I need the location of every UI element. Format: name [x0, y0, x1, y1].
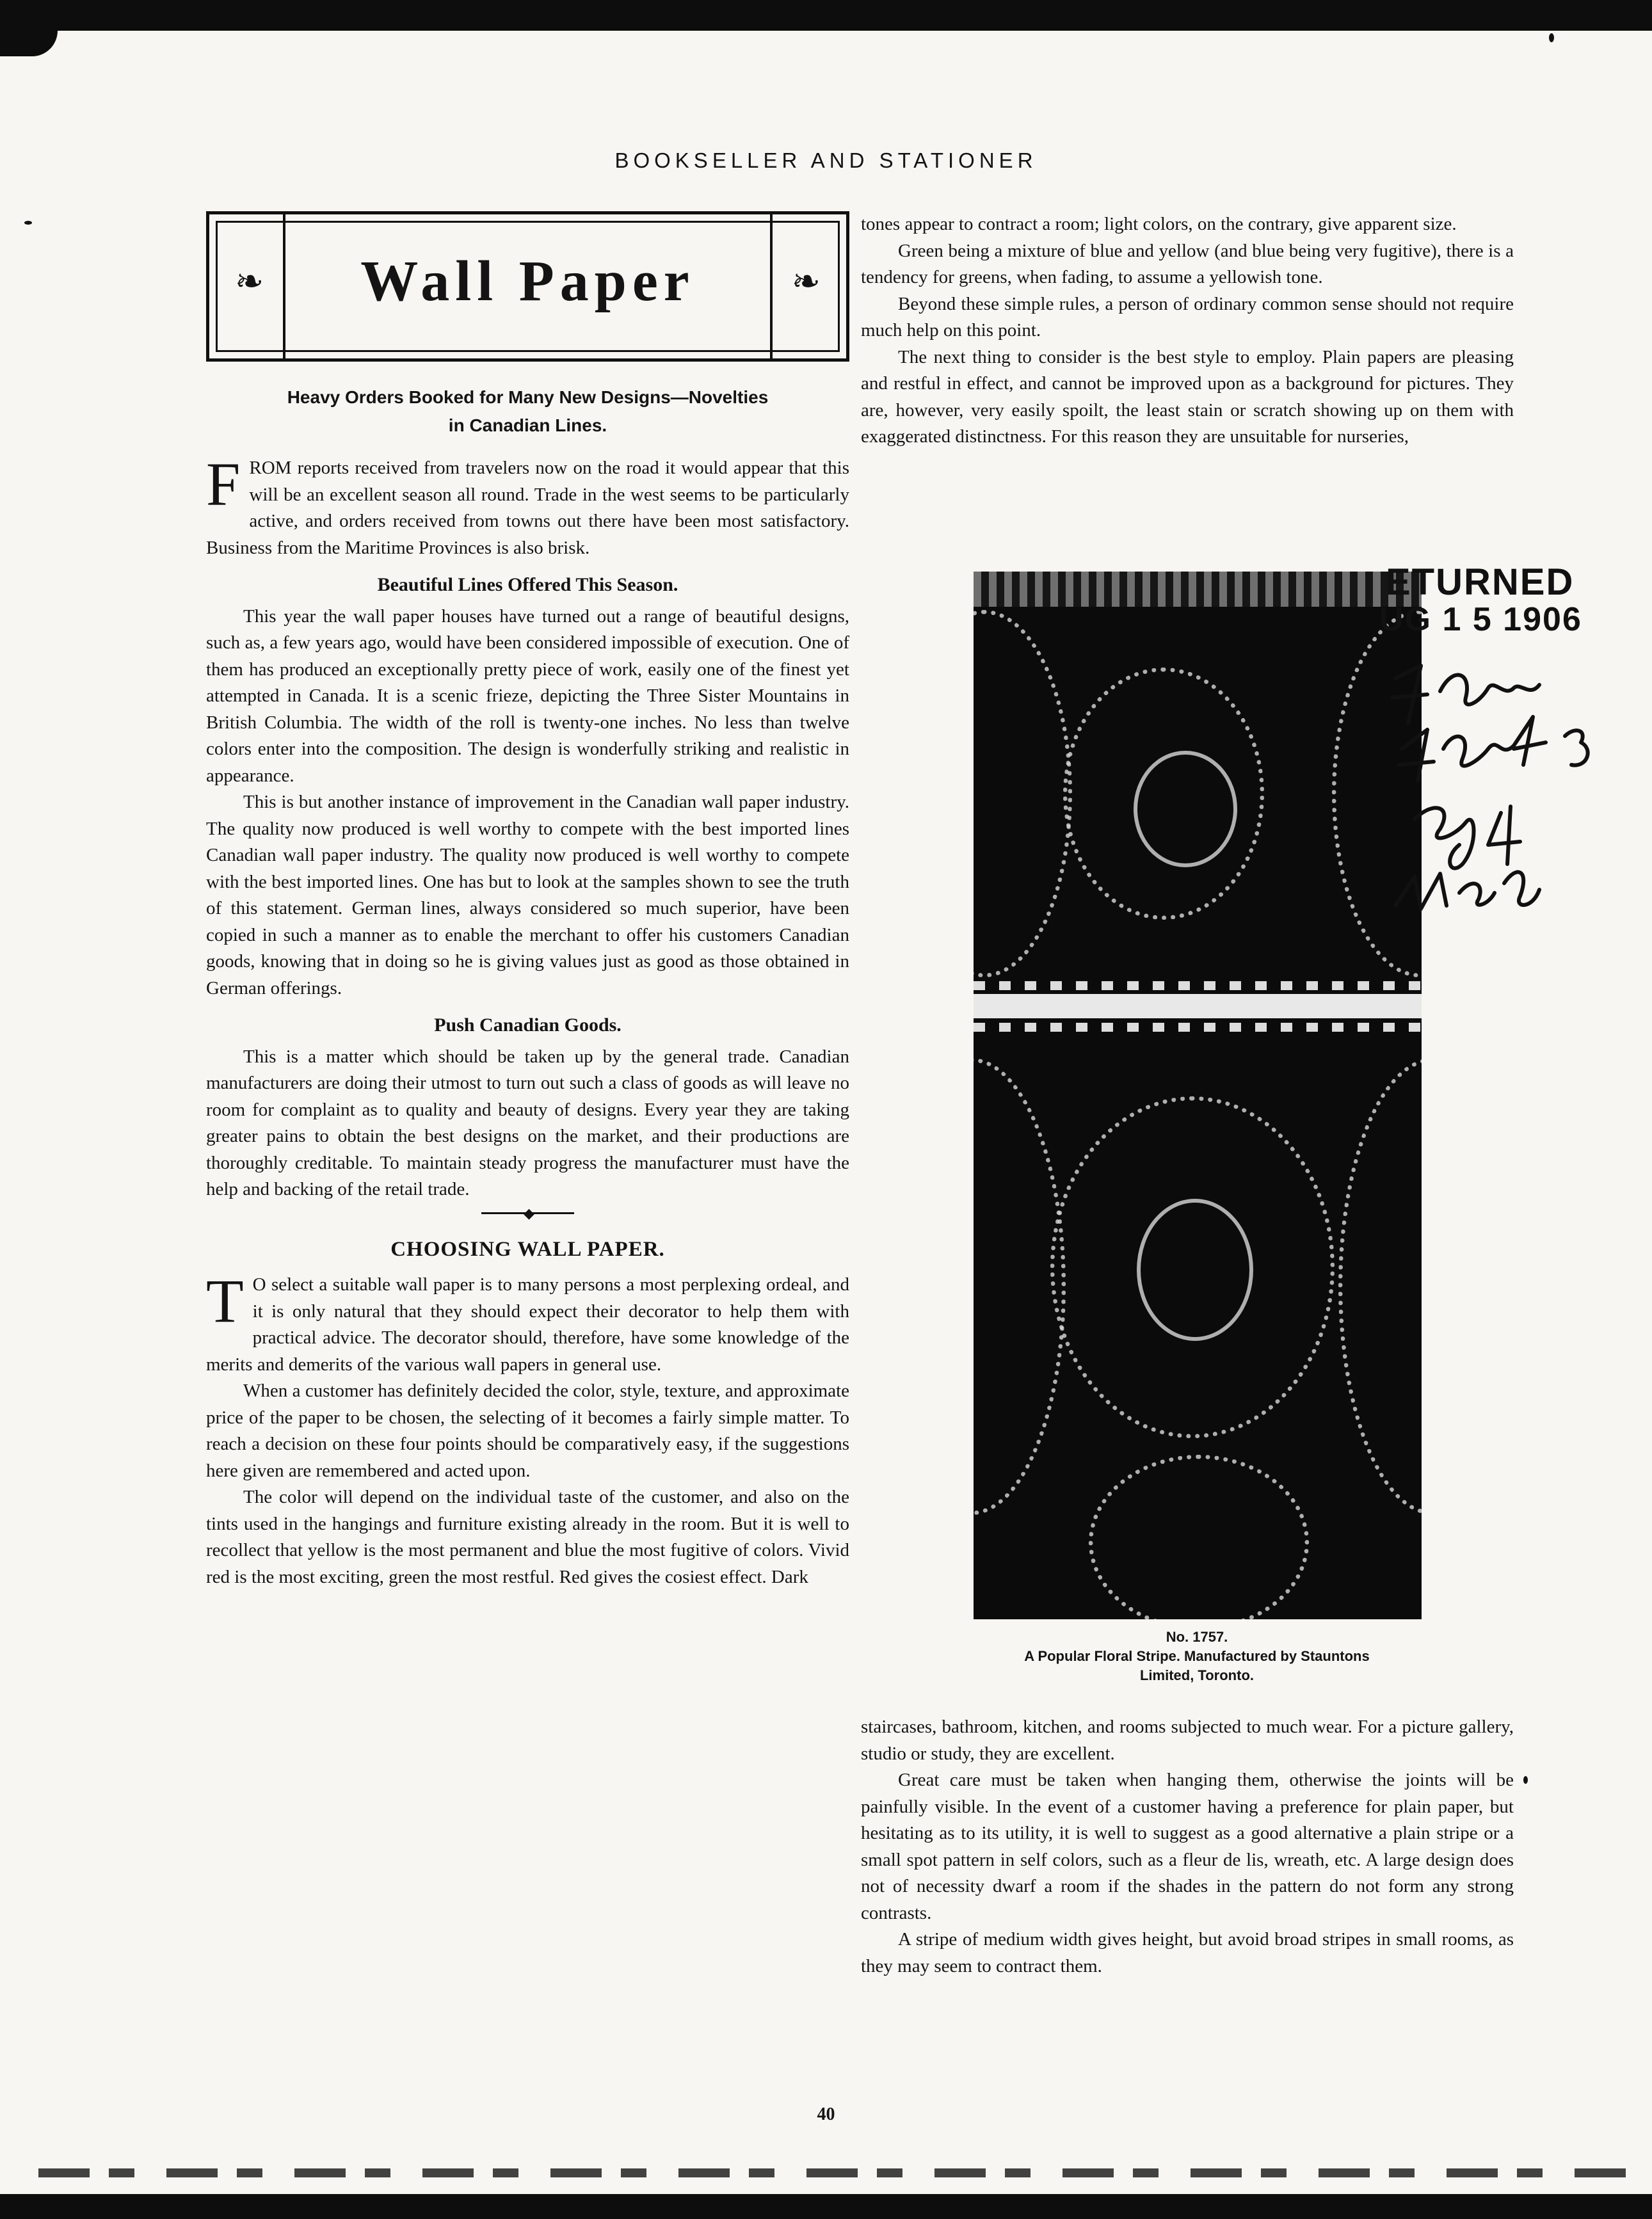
- section-heading: CHOOSING WALL PAPER.: [390, 1237, 665, 1261]
- floral-motif: [1338, 1058, 1422, 1515]
- scan-speck: [1523, 1776, 1528, 1784]
- paragraph: This is but another instance of improvement in the Canadian wall paper industry. The quality now produced is well worthy to compete with the best imported lines Canadian wall paper industry. The quality now produced is well worthy to compete with the best imported lines. One has but to look at the samples shown to see the truth of this statement. German lines, always considered so much superior, have been copied in such a manner as to enable the merchant to offer his customers Canadian goods, knowing that in doing so he is giving values just as good as those obtained in German offerings.: [206, 792, 849, 998]
- paragraph: When a customer has definitely decided the color, style, texture, and approximate price of the paper to be chosen, the selecting of it becomes a fairly simple matter. To reach a decision on these four points should be comparatively easy, if the suggestions here given are remembered and acted upon.: [206, 1381, 849, 1481]
- scan-top-border: [0, 0, 1652, 31]
- leaf-ornament-icon: ❧: [235, 262, 264, 301]
- pattern-border: [974, 572, 1422, 607]
- diamond-icon: ◆: [524, 1205, 534, 1221]
- floral-motif: [974, 1058, 1066, 1515]
- stamp-line: ETURNED: [1386, 561, 1575, 603]
- paragraph: Green being a mixture of blue and yellow (and blue being very fugitive), there is a tendency for greens, when fading, to assume a yellowish tone.: [861, 240, 1514, 287]
- stripe-band: [974, 994, 1422, 1018]
- paragraph: [206, 1267, 849, 1378]
- caption-line: Limited, Toronto.: [1139, 1667, 1254, 1683]
- handwritten-annotation: [1383, 653, 1639, 960]
- right-column-bottom: [861, 1714, 1514, 1980]
- title-box: [206, 211, 849, 362]
- section-divider: [206, 1203, 849, 1222]
- scan-speck: [1549, 33, 1554, 42]
- subhead-beautiful-lines: Beautiful Lines Offered This Season.: [377, 574, 678, 595]
- paragraph: A stripe of medium width gives height, but avoid broad stripes in small rooms, as they may seem to contract them.: [861, 1929, 1514, 1976]
- returned-stamp: [1379, 561, 1582, 638]
- paragraph: tones appear to contract a room; light colors, on the contrary, give apparent size.: [861, 214, 1457, 234]
- drop-cap: T: [206, 1267, 244, 1335]
- pattern-border: [974, 1023, 1422, 1032]
- caption-line: A Popular Floral Stripe. Manufactured by Stauntons: [1024, 1648, 1370, 1664]
- paragraph-text: O select a suitable wall paper is to many persons a most perplexing ordeal, and it is only natural that they should expect their decorator to help them with practical advice. The decorator should, therefore, have some knowledge of the merits and demerits of the various wall papers in general use.: [206, 1274, 849, 1375]
- scan-corner-mark: [0, 31, 58, 56]
- floral-motif: [974, 610, 1072, 977]
- scan-bottom-border: [0, 2194, 1652, 2219]
- deck-line: in Canadian Lines.: [448, 415, 607, 435]
- floral-motif: [1137, 1199, 1253, 1341]
- paragraph: The color will depend on the individual taste of the customer, and also on the tints used in the hangings and furniture existing already in the room. But it is well to recollect that yellow is the most permanent and blue the most fugitive of colors. Vivid red is the most exciting, green the most restful. Red gives the cosiest effect. Dark: [206, 1487, 849, 1587]
- article-title: Wall Paper: [360, 250, 695, 313]
- drop-cap: F: [206, 450, 241, 518]
- stamp-date: UG 1 5 1906: [1379, 601, 1582, 638]
- page-number: 40: [817, 2104, 835, 2124]
- paragraph: Beyond these simple rules, a person of ordinary common sense should not require much help on this point.: [861, 293, 1514, 340]
- left-column: [206, 211, 849, 1590]
- floral-motif: [1089, 1455, 1309, 1619]
- paragraph: This is a matter which should be taken up by the general trade. Canadian manufacturers are doing their utmost to turn out such a class of goods as will leave no room for complaint as to quality and beauty of designs. Every year they are taking greater pains to obtain the best designs on the market, and their productions are thoroughly creditable. To maintain steady progress the manufacturer must have the help and backing of the retail trade.: [206, 1046, 849, 1199]
- article-deck: [206, 383, 849, 440]
- running-head: BOOKSELLER AND STATIONER: [614, 148, 1038, 172]
- paragraph: Great care must be taken when hanging them, otherwise the joints will be painfully visible. In the event of a customer having a preference for plain paper, but hesitating as to its utility, it is well to suggest as a good alternative a plain stripe or a small spot pattern in self colors, such as a fleur de lis, wreath, etc. A large design does not of necessity dwarf a room if the shades in the pattern do not form any strong contrasts.: [861, 1770, 1514, 1923]
- paragraph: This year the wall paper houses have turned out a range of beautiful designs, such as, a few years ago, would have been considered impossible of execution. One of them has produced an exceptionally pretty piece of work, easily one of the finest yet attempted in Canada. It is a scenic frieze, depicting the Three Sister Mountains in British Columbia. The width of the roll is twenty-one inches. No less than twelve colors enter into the composition. The design is wonderfully striking and realistic in appearance.: [206, 605, 849, 786]
- caption-number: No. 1757.: [1166, 1629, 1228, 1645]
- pattern-border: [974, 981, 1422, 990]
- deck-line: Heavy Orders Booked for Many New Designs—Novelties: [287, 387, 769, 407]
- leaf-ornament-icon: ❧: [791, 262, 821, 301]
- figure-caption: [922, 1628, 1472, 1685]
- wallpaper-illustration: [974, 572, 1422, 1619]
- intro-paragraph: [206, 450, 849, 561]
- right-column-top: [861, 211, 1514, 451]
- scan-speck: [24, 221, 32, 225]
- paragraph: staircases, bathroom, kitchen, and rooms subjected to much wear. For a picture gallery, studio or study, they are excellent.: [861, 1717, 1514, 1764]
- subhead-push-canadian: Push Canadian Goods.: [434, 1014, 622, 1036]
- floral-motif: [1134, 751, 1237, 867]
- intro-text: ROM reports received from travelers now on the road it would appear that this will be an excellent season all round. Trade in the west seems to be particularly active, and orders received from towns out there have been most satisfactory. Business from the Maritime Provinces is also brisk.: [206, 458, 849, 558]
- scan-bottom-marks: [38, 2168, 1639, 2177]
- paragraph: The next thing to consider is the best style to employ. Plain papers are pleasing and restful in effect, and cannot be improved upon as a background for pictures. They are, however, very easily spoilt, the least stain or scratch showing up on them with exaggerated distinctness. For this reason they are unsuitable for nurseries,: [861, 346, 1514, 447]
